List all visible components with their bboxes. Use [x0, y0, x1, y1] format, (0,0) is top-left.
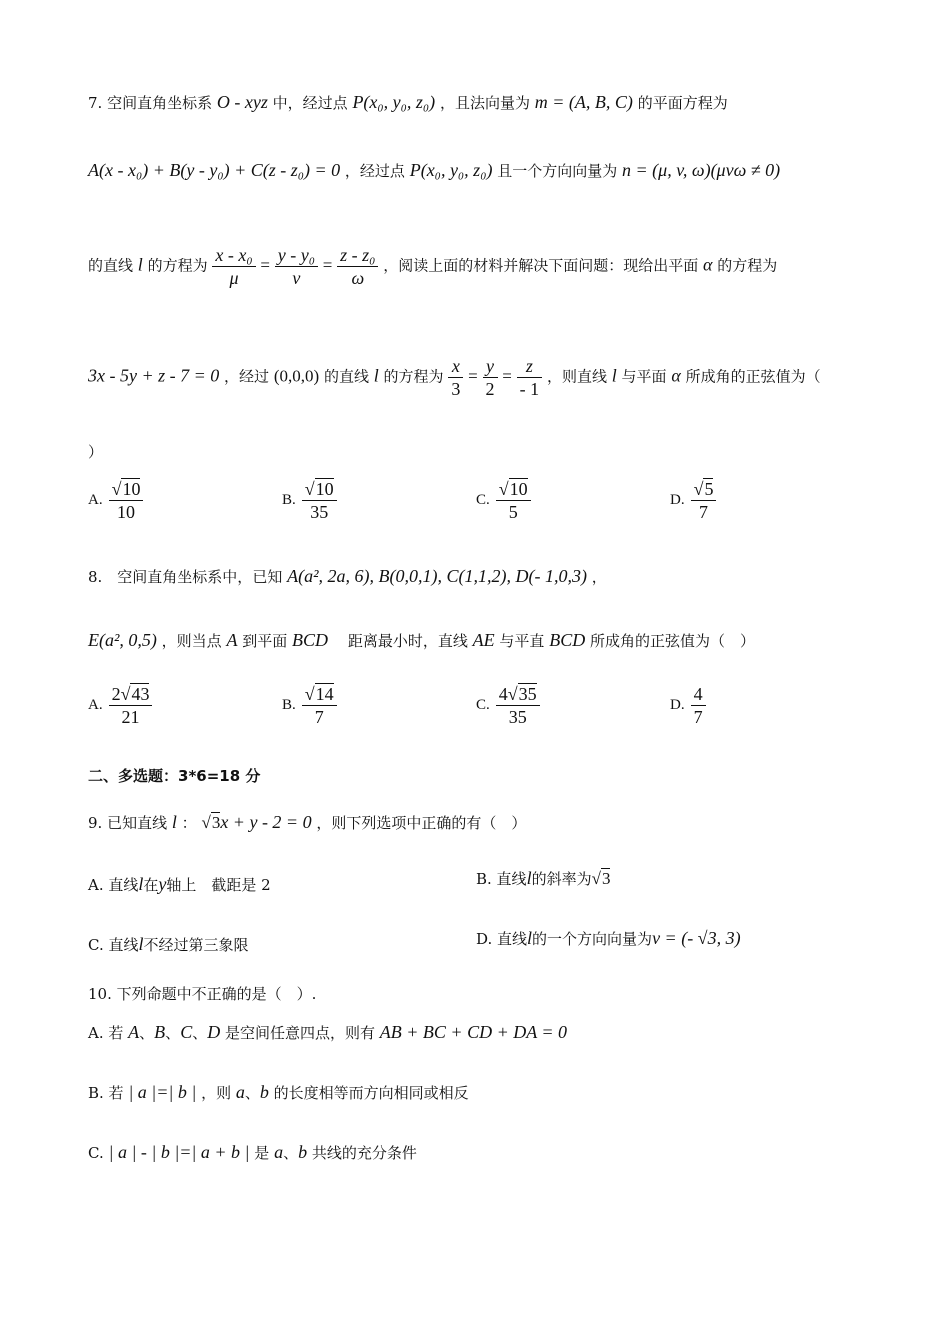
q7-text: 且一个方向向量为: [497, 162, 618, 180]
fraction: $\frac{√14}{7}$: [302, 683, 337, 728]
line-l: l: [171, 812, 177, 832]
fraction: $\frac{√10}{5}$: [496, 478, 531, 523]
q7-text: 的直线: [88, 256, 134, 275]
q7-text: 的直线: [323, 367, 369, 386]
q7-option-a[interactable]: A. $\frac{√10}{10}$: [88, 478, 143, 523]
q7-text: ）: [88, 443, 104, 461]
q7-option-d[interactable]: D. $\frac{√5}{7}$: [670, 478, 716, 523]
q7-text: ，且法向量为: [439, 94, 530, 112]
fraction: $\frac{z}{- 1}$: [517, 355, 543, 400]
q7-text: 中，经过点: [272, 94, 348, 112]
q7-line-5: [88, 442, 103, 462]
q8-line-1: [88, 566, 607, 587]
fraction: $\frac{4√35}{35}$: [496, 683, 540, 728]
q9-option-d[interactable]: D. 直线l的一个方向向量为v = (- √3, 3): [476, 928, 741, 948]
fraction: $\frac{2√43}{21}$: [109, 683, 153, 728]
plane-bcd: BCD: [549, 630, 586, 650]
section-heading: 二、多选题：3*6=18 分: [88, 767, 261, 785]
q8-text: ，则当点: [161, 632, 222, 650]
q8-text: ，: [591, 568, 607, 586]
q8-option-c[interactable]: C. $\frac{4√35}{35}$: [476, 683, 540, 728]
plane-bcd: BCD: [292, 630, 329, 650]
q7-text: ，阅读上面的材料并解决下面问题：现给出平面: [383, 256, 699, 275]
q9-option-a[interactable]: A. 直线l在y轴上 截距是 2: [88, 874, 271, 894]
fraction: $\frac{y}{2}$: [483, 355, 498, 400]
point-a: A: [226, 630, 238, 650]
q7-line-1: [88, 92, 728, 113]
q9-option-c[interactable]: C. 直线l不经过第三象限: [88, 934, 249, 954]
q8-option-b[interactable]: B. $\frac{√14}{7}$: [282, 683, 337, 728]
q9-option-b[interactable]: B. 直线l的斜率为√3: [476, 868, 611, 888]
origin: (0,0,0): [273, 366, 320, 386]
fraction: $\frac{\text{z - z₀}}{\omega}$: [337, 244, 378, 289]
q8-text: 与平直: [499, 632, 545, 650]
q7-option-b[interactable]: B. $\frac{√10}{35}$: [282, 478, 337, 523]
q7-text: 的方程为: [383, 367, 444, 386]
q7-text: ，经过点: [344, 162, 405, 180]
line-l: l: [611, 365, 617, 386]
q8-line-2: [88, 630, 755, 651]
line-ae: AE: [472, 630, 495, 650]
fraction: $\frac{\text{y - y₀}}{v}$: [275, 244, 318, 289]
q10-option-b[interactable]: B. 若 | a |=| b | ，则 a、b 的长度相等而方向相同或相反: [88, 1082, 469, 1102]
direction-vector: n = (μ, v, ω)(μvω ≠ 0): [622, 160, 781, 180]
normal-vector: m = (A, B, C): [534, 92, 633, 112]
line-l: l: [373, 365, 379, 386]
line-equation: √3: [201, 813, 221, 832]
fraction: $\frac{4}{7}$: [691, 683, 706, 728]
q10-option-a[interactable]: A. 若 A、B、C、D 是空间任意四点，则有 AB + BC + CD + DA = 0: [88, 1022, 568, 1042]
q8-text: 8. 空间直角坐标系中，已知: [88, 568, 283, 586]
fraction: $\frac{\text{x - x₀}}{\mu}$: [212, 244, 255, 289]
q7-text: 的方程为: [717, 256, 778, 275]
q7-line-4: 3x - 5y + z - 7 = 0 ，经过 (0,0,0) 的直线 l 的方程为 $\frac{x}{3}$ = $\frac{y}{2}$ = $\frac{z}{- 1}$ ，则直线 l 与平面 α 所成角的正弦值为（: [88, 356, 821, 399]
q8-text: 所成角的正弦值为（ ）: [589, 632, 755, 650]
q8-text: 距离最小时，直线: [332, 632, 468, 650]
q7-text: 所成角的正弦值为（: [685, 367, 821, 386]
plane-alpha-equation: 3x - 5y + z - 7 = 0: [88, 365, 220, 386]
q7-text: 的方程为: [147, 256, 208, 275]
q7-line-3: 的直线 l 的方程为 $\frac{\text{x - x₀}}{\mu}$ = $\frac{\text{y - y₀}}{v}$ = $\frac{\text{z - z₀}}{\omega}$ ，阅读上面的材料并解决下面问题：现给出平面 α 的方程为: [88, 245, 778, 288]
fraction: $\frac{√10}{10}$: [109, 478, 144, 523]
magnitude-equation: | a | - | b |=| a + b |: [108, 1142, 250, 1162]
q8-text: 到平面: [242, 632, 288, 650]
q7-text: 的平面方程为: [637, 94, 728, 112]
q8-option-d[interactable]: D. $\frac{4}{7}$: [670, 683, 706, 728]
q7-text: ，经过: [224, 367, 270, 386]
q7-text: 与平面: [621, 367, 667, 386]
point-p: P(x₀, y₀, z₀): [352, 92, 436, 112]
magnitude-equation: | a |=| b |: [128, 1082, 197, 1102]
fraction: $\frac{√10}{35}$: [302, 478, 337, 523]
fraction: $\frac{√5}{7}$: [691, 478, 717, 523]
q7-option-c[interactable]: C. $\frac{√10}{5}$: [476, 478, 531, 523]
point-e: E(a², 0,5): [88, 630, 157, 650]
q7-text: 7. 空间直角坐标系: [88, 94, 213, 112]
q9-stem: 9. 已知直线 l ： √3x + y - 2 = 0 ，则下列选项中正确的有（ ）: [88, 812, 527, 832]
q8-option-a[interactable]: A. $\frac{2√43}{21}$: [88, 683, 152, 728]
plane-equation: A(x - x₀) + B(y - y₀) + C(z - z₀) = 0: [88, 160, 341, 180]
q10-stem: 10. 下列命题中不正确的是（ ）.: [88, 985, 317, 1003]
plane-alpha: α: [703, 254, 713, 275]
point-p: P(x₀, y₀, z₀): [409, 160, 493, 180]
fraction: $\frac{x}{3}$: [448, 355, 463, 400]
plane-alpha: α: [671, 365, 681, 386]
vector-sum-equation: AB + BC + CD + DA = 0: [379, 1022, 568, 1042]
coord-system: O - xyz: [216, 92, 268, 112]
q7-text: ，则直线: [546, 367, 607, 386]
q10-option-c[interactable]: C. | a | - | b |=| a + b | 是 a、b 共线的充分条件: [88, 1142, 417, 1162]
q7-line-2: [88, 160, 780, 181]
line-l: l: [137, 254, 143, 275]
points-abcd: A(a², 2a, 6), B(0,0,1), C(1,1,2), D(- 1,0,3): [287, 566, 587, 586]
